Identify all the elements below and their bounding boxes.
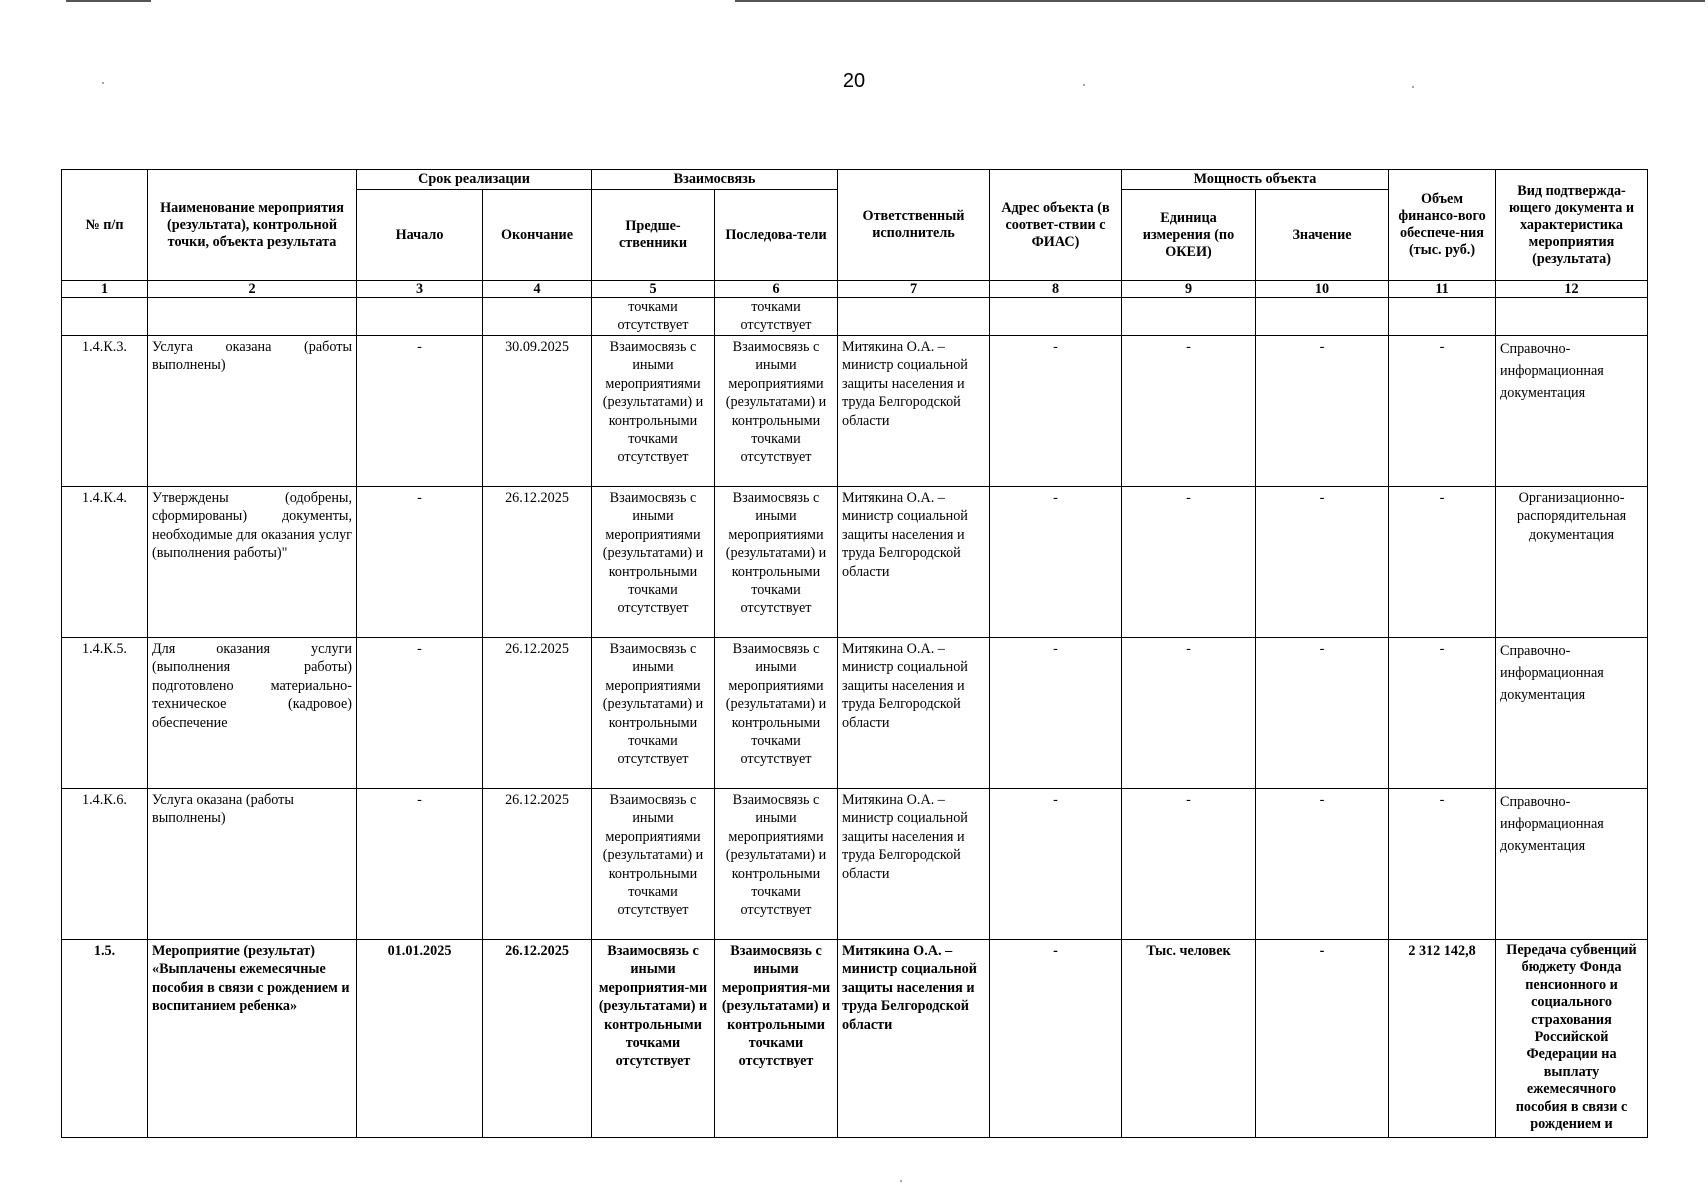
row-name: Утверждены (одобрены, сформированы) документы, необходимые для оказания услуг (выполнения работы)" — [148, 487, 357, 638]
unit-cell: - — [1122, 789, 1256, 940]
continuation-row — [62, 298, 1648, 336]
column-number: 4 — [483, 281, 592, 298]
table-row — [62, 638, 1648, 789]
unit-cell: - — [1122, 487, 1256, 638]
end-date: 26.12.2025 — [483, 789, 592, 940]
row-number: 1.5. — [62, 940, 148, 1138]
row-name: Услуга оказана (работы выполнены) — [148, 336, 357, 487]
row-name: Услуга оказана (работы выполнены) — [148, 789, 357, 940]
predecessors-cell: Взаимосвязь с иными мероприятиями (результатами) и контрольными точками отсутствует — [592, 638, 715, 789]
column-number: 7 — [838, 281, 990, 298]
document-cell: Справочно-информационная документация — [1496, 789, 1648, 940]
value-cell: - — [1256, 940, 1389, 1138]
row-number: 1.4.К.6. — [62, 789, 148, 940]
header-relation: Взаимосвязь — [592, 170, 838, 190]
activities-table — [61, 169, 1648, 1138]
funding-cell: - — [1389, 638, 1496, 789]
header-unit: Единица измерения (по ОКЕИ) — [1122, 190, 1256, 281]
header-predecessors: Предше-ственники — [592, 190, 715, 281]
successors-cell: Взаимосвязь с иными мероприятиями (результатами) и контрольными точками отсутствует — [715, 487, 838, 638]
column-number: 8 — [990, 281, 1122, 298]
successors-cell: Взаимосвязь с иными мероприятиями (результатами) и контрольными точками отсутствует — [715, 789, 838, 940]
column-number: 11 — [1389, 281, 1496, 298]
row-number: 1.4.К.4. — [62, 487, 148, 638]
predecessors-cell: точками отсутствует — [592, 298, 715, 336]
row-number: 1.4.К.5. — [62, 638, 148, 789]
predecessors-cell: Взаимосвязь с иными мероприятиями (результатами) и контрольными точками отсутствует — [592, 336, 715, 487]
address-cell: - — [990, 487, 1122, 638]
funding-cell: 2 312 142,8 — [1389, 940, 1496, 1138]
row-name: Мероприятие (результат) «Выплачены ежемесячные пособия в связи с рождением и воспитанием ребенка» — [148, 940, 357, 1138]
header-period: Срок реализации — [357, 170, 592, 190]
responsible-cell: Митякина О.А. – министр социальной защиты населения и труда Белгородской области — [838, 487, 990, 638]
document-cell: Справочно-информационная документация — [1496, 638, 1648, 789]
table-row — [62, 789, 1648, 940]
table-row — [62, 940, 1648, 1138]
table-row — [62, 487, 1648, 638]
header-funding: Объем финансо-вого обеспече-ния (тыс. руб.) — [1389, 170, 1496, 281]
successors-cell: Взаимосвязь с иными мероприятиями (результатами) и контрольными точками отсутствует — [715, 336, 838, 487]
header-value: Значение — [1256, 190, 1389, 281]
header-name: Наименование мероприятия (результата), контрольной точки, объекта результата — [148, 170, 357, 281]
header-address: Адрес объекта (в соответ-ствии с ФИАС) — [990, 170, 1122, 281]
funding-cell: - — [1389, 336, 1496, 487]
responsible-cell: Митякина О.А. – министр социальной защиты населения и труда Белгородской области — [838, 789, 990, 940]
column-number: 5 — [592, 281, 715, 298]
address-cell: - — [990, 940, 1122, 1138]
document-cell: Организационно-распорядительная документация — [1496, 487, 1648, 638]
unit-cell: - — [1122, 336, 1256, 487]
column-number: 1 — [62, 281, 148, 298]
column-numbers-row — [62, 281, 1648, 298]
value-cell: - — [1256, 638, 1389, 789]
successors-cell: Взаимосвязь с иными мероприятия-ми (результатами) и контрольными точками отсутствует — [715, 940, 838, 1138]
predecessors-cell: Взаимосвязь с иными мероприятиями (результатами) и контрольными точками отсутствует — [592, 487, 715, 638]
column-number: 12 — [1496, 281, 1648, 298]
responsible-cell: Митякина О.А. – министр социальной защиты населения и труда Белгородской области — [838, 336, 990, 487]
row-number: 1.4.К.3. — [62, 336, 148, 487]
header-responsible: Ответственный исполнитель — [838, 170, 990, 281]
start-date: - — [357, 789, 483, 940]
column-number: 6 — [715, 281, 838, 298]
header-document: Вид подтвержда-ющего документа и характеристика мероприятия (результата) — [1496, 170, 1648, 281]
predecessors-cell: Взаимосвязь с иными мероприятиями (результатами) и контрольными точками отсутствует — [592, 789, 715, 940]
end-date: 30.09.2025 — [483, 336, 592, 487]
value-cell: - — [1256, 789, 1389, 940]
column-number: 9 — [1122, 281, 1256, 298]
column-number: 3 — [357, 281, 483, 298]
page-number: 20 — [842, 70, 866, 92]
document-cell: Справочно-информационная документация — [1496, 336, 1648, 487]
header-end: Окончание — [483, 190, 592, 281]
address-cell: - — [990, 336, 1122, 487]
unit-cell: Тыс. человек — [1122, 940, 1256, 1138]
unit-cell: - — [1122, 638, 1256, 789]
column-number: 10 — [1256, 281, 1389, 298]
scan-edge-line — [735, 0, 1705, 2]
row-name: Для оказания услуги (выполнения работы) подготовлено материально-техническое (кадровое) обеспечение — [148, 638, 357, 789]
funding-cell: - — [1389, 487, 1496, 638]
column-number: 2 — [148, 281, 357, 298]
successors-cell: точками отсутствует — [715, 298, 838, 336]
header-successors: Последова-тели — [715, 190, 838, 281]
successors-cell: Взаимосвязь с иными мероприятиями (результатами) и контрольными точками отсутствует — [715, 638, 838, 789]
responsible-cell: Митякина О.А. – министр социальной защиты населения и труда Белгородской области — [838, 638, 990, 789]
header-capacity: Мощность объекта — [1122, 170, 1389, 190]
start-date: - — [357, 487, 483, 638]
start-date: - — [357, 336, 483, 487]
funding-cell: - — [1389, 789, 1496, 940]
address-cell: - — [990, 638, 1122, 789]
start-date: 01.01.2025 — [357, 940, 483, 1138]
start-date: - — [357, 638, 483, 789]
end-date: 26.12.2025 — [483, 638, 592, 789]
end-date: 26.12.2025 — [483, 940, 592, 1138]
scan-edge-line — [66, 0, 151, 2]
table-row — [62, 336, 1648, 487]
scan-speck — [900, 1180, 902, 1182]
responsible-cell: Митякина О.А. – министр социальной защиты населения и труда Белгородской области — [838, 940, 990, 1138]
value-cell: - — [1256, 336, 1389, 487]
predecessors-cell: Взаимосвязь с иными мероприятия-ми (результатами) и контрольными точками отсутствует — [592, 940, 715, 1138]
document-cell: Передача субвенций бюджету Фонда пенсионного и социального страхования Российской Федерации на выплату ежемесячного пособия в связи с рождением и — [1496, 940, 1648, 1138]
header-start: Начало — [357, 190, 483, 281]
header-num: № п/п — [62, 170, 148, 281]
address-cell: - — [990, 789, 1122, 940]
value-cell: - — [1256, 487, 1389, 638]
end-date: 26.12.2025 — [483, 487, 592, 638]
